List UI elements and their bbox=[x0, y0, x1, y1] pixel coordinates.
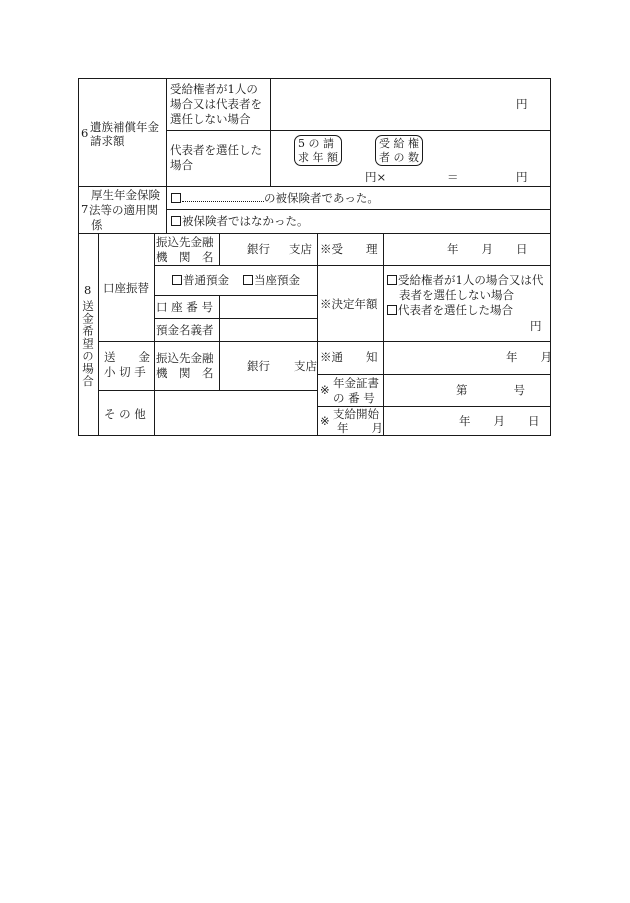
kogitte-bank-suffix: 銀行 bbox=[247, 359, 270, 373]
shosho-label-line1: 年金証書 bbox=[333, 376, 379, 390]
row1-label-line2: 場合又は代表者を bbox=[170, 97, 262, 111]
section-7-title-line1: 厚生年金保険 bbox=[91, 188, 160, 202]
not-insured-checkbox[interactable] bbox=[171, 216, 181, 226]
juri-label: ※受 理 bbox=[320, 242, 378, 256]
deposit-touza-label: 当座預金 bbox=[254, 273, 300, 287]
kettei-option2-label: 代表者を選任した場合 bbox=[398, 303, 513, 317]
kogitte-label-line2: 小 切 手 bbox=[104, 365, 146, 379]
row1-yen-unit: 円 bbox=[516, 97, 528, 111]
option-was-insured[interactable] bbox=[171, 191, 379, 205]
kettei-option1-checkbox[interactable] bbox=[387, 275, 397, 285]
kogitte-bank-label-line2: 機 関 名 bbox=[156, 366, 214, 380]
deposit-touza-checkbox[interactable] bbox=[243, 275, 253, 285]
account-number-label: 口 座 番 号 bbox=[156, 300, 213, 314]
kouza-bank-label-line1: 振込先金融 bbox=[156, 235, 214, 249]
row2-yen-times: 円× bbox=[365, 170, 387, 184]
kaishi-label-line2: 年 月 bbox=[337, 421, 383, 435]
deposit-futsu-checkbox[interactable] bbox=[172, 275, 182, 285]
kettei-option1-line2: 表者を選任しない場合 bbox=[399, 288, 514, 302]
kettei-option1[interactable] bbox=[387, 273, 543, 287]
deposit-touza-option[interactable] bbox=[243, 273, 300, 287]
bracket1-line1: 5 の 請 bbox=[298, 137, 334, 150]
kouza-furikae-label: 口座振替 bbox=[103, 281, 149, 295]
option-not-insured[interactable] bbox=[171, 214, 309, 228]
row2-label-line2: 場合 bbox=[170, 158, 193, 172]
row2-yen-unit: 円 bbox=[516, 170, 528, 184]
juri-date: 年 月 日 bbox=[447, 242, 528, 256]
kaishi-label-line1: 支給開始 bbox=[333, 407, 379, 421]
account-holder-field[interactable] bbox=[220, 319, 317, 341]
deposit-futsu-option[interactable] bbox=[172, 273, 229, 287]
kouza-branch-suffix: 支店 bbox=[289, 242, 312, 256]
kouza-bank-label-line2: 機 関 名 bbox=[156, 250, 214, 264]
kettei-yen-unit: 円 bbox=[530, 319, 542, 333]
section-6-number: 6 bbox=[81, 126, 89, 140]
kogitte-label-line1: 送 金 bbox=[104, 350, 150, 364]
section-6-title-line2: 請求額 bbox=[90, 134, 125, 148]
was-insured-label: の被保険者であった。 bbox=[264, 191, 379, 205]
row1-label-line3: 選任しない場合 bbox=[170, 112, 251, 126]
tsuchi-label: ※通 知 bbox=[320, 350, 378, 364]
section-7-title-line3: 係 bbox=[91, 218, 103, 232]
kaishi-mark: ※ bbox=[320, 414, 330, 428]
account-holder-label: 預金名義者 bbox=[156, 323, 214, 337]
other-label: そ の 他 bbox=[104, 407, 146, 421]
shosho-mark: ※ bbox=[320, 383, 330, 397]
kettei-option2-checkbox[interactable] bbox=[387, 305, 397, 315]
section-8-vertical-title: 送金希望の場合 bbox=[81, 300, 95, 388]
insurance-name-field[interactable] bbox=[182, 191, 264, 202]
row1-label-line1: 受給権者が1人の bbox=[170, 82, 258, 96]
was-insured-checkbox[interactable] bbox=[171, 193, 181, 203]
shosho-label-line2: の 番 号 bbox=[333, 391, 375, 405]
kettei-option2[interactable] bbox=[387, 303, 513, 317]
row2-amount-field[interactable] bbox=[271, 131, 550, 186]
row2-label-line1: 代表者を選任した bbox=[170, 143, 262, 157]
bracket2-line2: 者 の 数 bbox=[379, 151, 419, 164]
section-7-title-line2: 法等の適用関 bbox=[89, 203, 158, 217]
bracket1-line2: 求 年 額 bbox=[298, 151, 338, 164]
row1-amount-field[interactable] bbox=[271, 79, 550, 130]
kettei-label: ※決定年額 bbox=[320, 297, 378, 311]
row2-equals: ＝ bbox=[447, 170, 459, 184]
account-number-field[interactable] bbox=[220, 296, 317, 318]
kaishi-date: 年 月 日 bbox=[459, 414, 540, 428]
not-insured-label: 被保険者ではなかった。 bbox=[182, 214, 309, 228]
kogitte-bank-label-line1: 振込先金融 bbox=[156, 351, 214, 365]
kogitte-branch-suffix: 支店 bbox=[294, 359, 317, 373]
shosho-value: 第 号 bbox=[456, 383, 525, 397]
other-field[interactable] bbox=[155, 391, 317, 435]
kettei-option1-line1: 受給権者が1人の場合又は代 bbox=[398, 273, 544, 287]
tsuchi-date: 年 月 bbox=[506, 350, 552, 364]
deposit-futsu-label: 普通預金 bbox=[183, 273, 229, 287]
kouza-bank-suffix: 銀行 bbox=[247, 242, 270, 256]
section-6-title-line1: 遺族補償年金 bbox=[90, 120, 159, 134]
bracket2-line1: 受 給 権 bbox=[379, 137, 419, 150]
section-8-number: 8 bbox=[84, 283, 92, 297]
section-7-number: 7 bbox=[81, 202, 89, 216]
